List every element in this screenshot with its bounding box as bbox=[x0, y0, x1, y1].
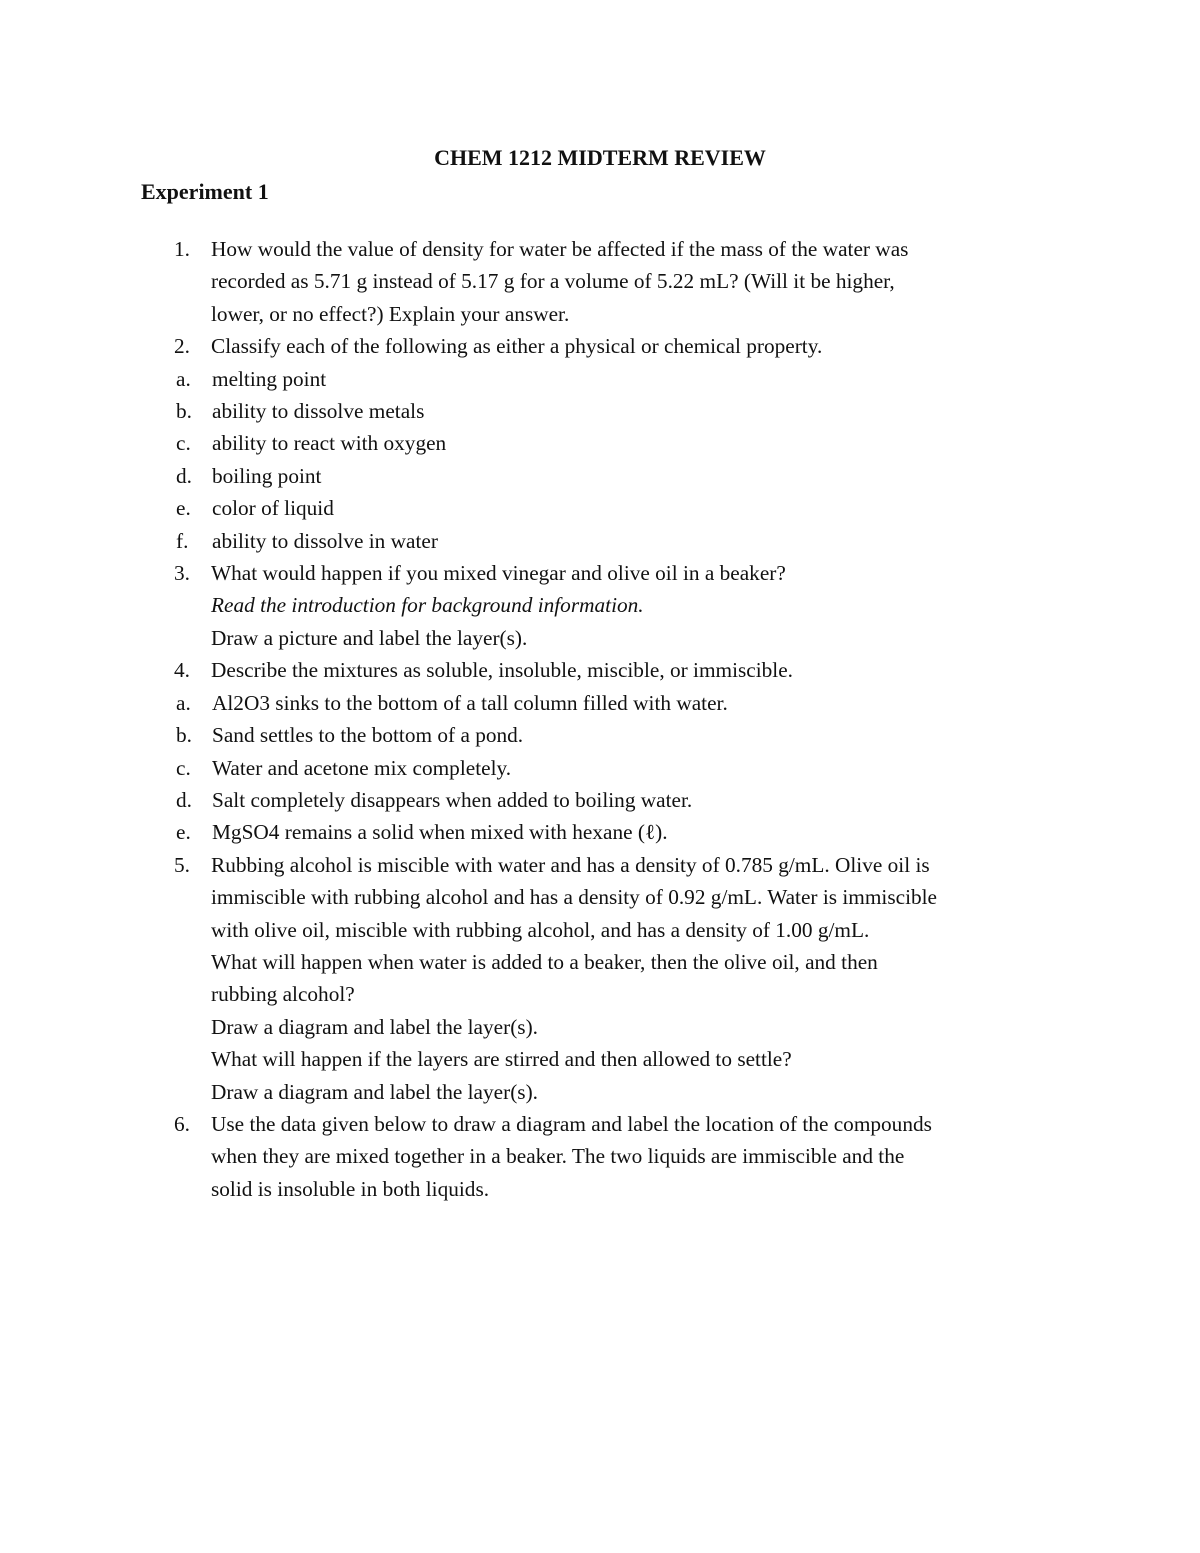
question-6 bbox=[141, 1108, 1071, 1205]
question-text-line: immiscible with rubbing alcohol and has a density of 0.92 g/mL. Water is immiscible bbox=[211, 885, 938, 910]
question-text-line: lower, or no effect?) Explain your answer. bbox=[211, 301, 570, 326]
sub-item-text: Water and acetone mix completely. bbox=[212, 755, 512, 780]
sub-item bbox=[141, 427, 1071, 459]
question-text-line: Draw a diagram and label the layer(s). bbox=[211, 1014, 538, 1039]
question-text-line: recorded as 5.71 g instead of 5.17 g for a volume of 5.22 mL? (Will it be higher, bbox=[211, 269, 895, 294]
question-2 bbox=[141, 330, 1071, 362]
sub-item-text: MgSO4 remains a solid when mixed with hexane (ℓ). bbox=[212, 820, 668, 845]
question-text-line: What will happen when water is added to a beaker, then the olive oil, and then bbox=[211, 949, 878, 974]
sub-item-letter: d. bbox=[176, 463, 192, 488]
question-text-line: with olive oil, miscible with rubbing alcohol, and has a density of 1.00 g/mL. bbox=[211, 917, 870, 942]
question-text-line: Classify each of the following as either a physical or chemical property. bbox=[211, 334, 823, 359]
question-text-line: Use the data given below to draw a diagram and label the location of the compounds bbox=[211, 1111, 932, 1136]
sub-item-letter: f. bbox=[176, 528, 189, 553]
sub-item-text: Al2O3 sinks to the bottom of a tall column filled with water. bbox=[212, 690, 728, 715]
sub-item bbox=[141, 816, 1071, 848]
sub-item bbox=[141, 719, 1071, 751]
question-text-line: How would the value of density for water be affected if the mass of the water was bbox=[211, 237, 909, 261]
question-text-line: Draw a picture and label the layer(s). bbox=[211, 625, 528, 650]
question-5 bbox=[141, 849, 1071, 1108]
sub-item-text: color of liquid bbox=[212, 496, 334, 521]
sub-item bbox=[141, 460, 1071, 492]
sub-item bbox=[141, 363, 1071, 395]
question-list bbox=[141, 233, 1071, 1205]
sub-item-text: ability to react with oxygen bbox=[212, 431, 447, 456]
sub-item-letter: e. bbox=[176, 820, 191, 845]
sub-item-letter: e. bbox=[176, 496, 191, 521]
sub-item bbox=[141, 492, 1071, 524]
sub-item-letter: c. bbox=[176, 431, 191, 456]
sub-item-letter: a. bbox=[176, 690, 191, 715]
question-text-line: Rubbing alcohol is miscible with water and has a density of 0.785 g/mL. Olive oil is bbox=[211, 852, 930, 877]
sub-item bbox=[141, 687, 1071, 719]
sub-item-text: ability to dissolve in water bbox=[212, 528, 438, 553]
question-number: 6. bbox=[174, 1111, 190, 1136]
question-note-italic: Read the introduction for background information. bbox=[211, 593, 644, 618]
sub-item-text: ability to dissolve metals bbox=[212, 399, 425, 424]
question-text-line: Describe the mixtures as soluble, insoluble, miscible, or immiscible. bbox=[211, 658, 794, 683]
sub-item-letter: b. bbox=[176, 399, 192, 424]
question-4 bbox=[141, 654, 1071, 686]
question-text-line: What will happen if the layers are stirred and then allowed to settle? bbox=[211, 1047, 792, 1072]
question-text-line: Draw a diagram and label the layer(s). bbox=[211, 1079, 538, 1104]
question-number: 3. bbox=[174, 561, 190, 586]
sub-item-text: Sand settles to the bottom of a pond. bbox=[212, 723, 524, 748]
question-text-line: when they are mixed together in a beaker. The two liquids are immiscible and the bbox=[211, 1144, 905, 1169]
question-text-line: rubbing alcohol? bbox=[211, 982, 355, 1007]
sub-item bbox=[141, 525, 1071, 557]
question-text-line: What would happen if you mixed vinegar and olive oil in a beaker? bbox=[211, 561, 786, 586]
question-number: 5. bbox=[174, 852, 190, 877]
question-number: 4. bbox=[174, 658, 190, 683]
sub-item-text: boiling point bbox=[212, 463, 322, 488]
question-text-line: solid is insoluble in both liquids. bbox=[211, 1176, 490, 1201]
sub-item bbox=[141, 752, 1071, 784]
question-3 bbox=[141, 557, 1071, 654]
question-number: 2. bbox=[174, 334, 190, 359]
page-title: CHEM 1212 MIDTERM REVIEW bbox=[434, 145, 766, 170]
question-1 bbox=[141, 233, 1071, 330]
sub-item-text: melting point bbox=[212, 366, 327, 391]
question-number: 1. bbox=[174, 237, 190, 261]
sub-item bbox=[141, 395, 1071, 427]
sub-item-letter: c. bbox=[176, 755, 191, 780]
sub-item-letter: d. bbox=[176, 787, 192, 812]
sub-item-letter: b. bbox=[176, 723, 192, 748]
sub-item-letter: a. bbox=[176, 366, 191, 391]
sub-item-text: Salt completely disappears when added to boiling water. bbox=[212, 787, 693, 812]
section-heading: Experiment 1 bbox=[141, 179, 269, 204]
sub-item bbox=[141, 784, 1071, 816]
